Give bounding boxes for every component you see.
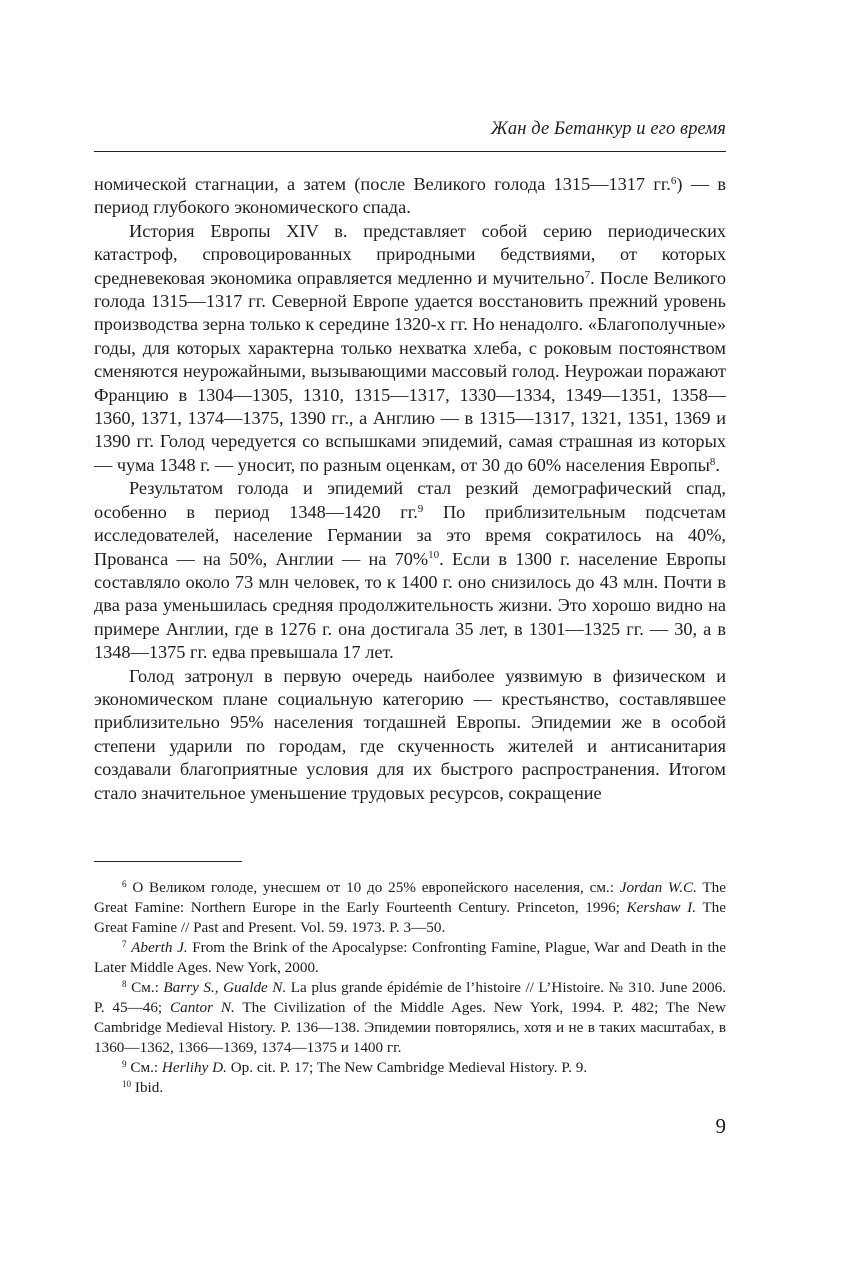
text-run: О Великом голоде, унесшем от 10 до 25% европейского населения, см.: (132, 879, 620, 896)
footnote (94, 1078, 726, 1098)
text-run: The Great Famine // Past and Present. Vol. 59. 1973. P. 3—50. (94, 899, 726, 936)
text-run: Результатом голода и эпидемий стал резкий демографический спад, особенно в период 1348—1420 гг. (94, 478, 726, 522)
footnote-number: 9 (122, 1058, 127, 1069)
text-run: История Европы XIV в. представляет собой серию периодических катастроф, спровоцированных природными бедствиями, от которых средневековая экономика оправляется медленно и мучительно (94, 220, 726, 288)
paragraph (94, 665, 726, 805)
text-run: ) — в период глубокого экономического спада. (94, 174, 726, 218)
author-name: Herlihy D. (161, 1059, 227, 1076)
text-run: См.: (131, 979, 164, 996)
running-header: Жан де Бетанкур и его время (490, 119, 726, 139)
author-name: Cantor N. (169, 999, 235, 1016)
footnote-ref: 9 (417, 502, 424, 515)
footnote-ref: 7 (584, 268, 591, 281)
header-rule (94, 151, 726, 152)
text-run: Ibid. (134, 1079, 164, 1096)
footnote-number: 10 (122, 1078, 132, 1089)
footnote-ref: 6 (670, 174, 677, 187)
author-name: Kershaw I. (626, 899, 697, 916)
footnote (94, 878, 726, 938)
text-run: From the Brink of the Apocalypse: Confronting Famine, Plague, War and Death in the Later Middle Ages. New York, 2000. (94, 939, 727, 976)
paragraph (94, 477, 726, 664)
text-run: По приблизительным подсчетам исследователей, население Германии за это время сократилось на 40%, Прованса — на 50%, Англии — на 70% (94, 501, 726, 569)
text-run: См.: (130, 1059, 162, 1076)
text-run: Op. cit. P. 17; The New Cambridge Medieval History. P. 9. (226, 1059, 588, 1076)
author-name: Jordan W.C. (619, 879, 697, 896)
footnote (94, 978, 726, 1058)
text-run: Голод затронул в первую очередь наиболее уязвимую в физическом и экономическом плане социальную категорию — крестьянство, составлявшее приблизительно 95% населения тогдашней Европы. Эпидемии же в особой степени ударили по городам, где скученность жителей и антисанитария создавали благоприятные условия для их быстрого распространения. Итогом стало значительное уменьшение трудовых ресурсов, сокращение (94, 665, 726, 803)
page-number: 9 (715, 1114, 726, 1138)
text-run: номической стагнации, а затем (после Великого голода 1315—1317 гг. (94, 174, 671, 194)
paragraph (94, 173, 726, 220)
footnote (94, 938, 726, 978)
footnote-ref: 10 (428, 549, 440, 562)
paragraph (94, 220, 726, 477)
text-run: . После Великого голода 1315—1317 гг. Северной Европе удается восстановить прежний уровень производства зерна только к середине 1320-х гг. Но ненадолго. «Благополучные» годы, для которых характерна только нехватка хлеба, с роковым постоянством сменяются неурожайными, вызывающими массовый голод. Неурожаи поражают Францию в 1304—1305, 1310, 1315—1317, 1330—1334, 1349—1351, 1358—1360, 1371, 1374—1375, 1390 гг., а Англию — в 1315—1317, 1321, 1351, 1369 и 1390 гг. Голод чередуется со вспышками эпидемий, самая страшная из которых — чума 1348 г. — уносит, по разным оценкам, от 30 до 60% населения Европы (94, 267, 726, 475)
footnotes (94, 878, 726, 1098)
main-text (94, 173, 726, 805)
author-name: Aberth J. (131, 939, 188, 956)
footnote-number: 8 (122, 978, 127, 989)
author-name: Barry S., Gualde N. (163, 979, 287, 996)
footnote-ref: 8 (709, 455, 716, 468)
footnote (94, 1058, 726, 1078)
text-run: The Civilization of the Middle Ages. New York, 1994. P. 482; The New Cambridge Medieval History. P. 136—138. Эпидемии повторялись, хотя и не в таких масштабах, в 1360—1362, 1366—1369, 1374—1375 и 1400 гг. (94, 999, 727, 1056)
footnote-number: 7 (122, 938, 127, 949)
text-run: La plus grande épidémie de l’histoire // L’Histoire. № 310. June 2006. P. 45—46; (94, 979, 727, 1016)
footnote-number: 6 (122, 878, 127, 889)
footnote-separator (94, 861, 242, 862)
text-run: The Great Famine: Northern Europe in the Early Fourteenth Century. Princeton, 1996; (94, 879, 726, 916)
text-run: . Если в 1300 г. население Европы составляло около 73 млн человек, то к 1400 г. оно снизилось до 43 млн. Почти в два раза уменьшилась средняя продолжительность жизни. Это хорошо видно на примере Англии, где в 1276 г. она достигала 35 лет, в 1301—1325 гг. — 30, а в 1348—1375 гг. едва превышала 17 лет. (94, 548, 726, 663)
text-run: . (715, 454, 720, 475)
